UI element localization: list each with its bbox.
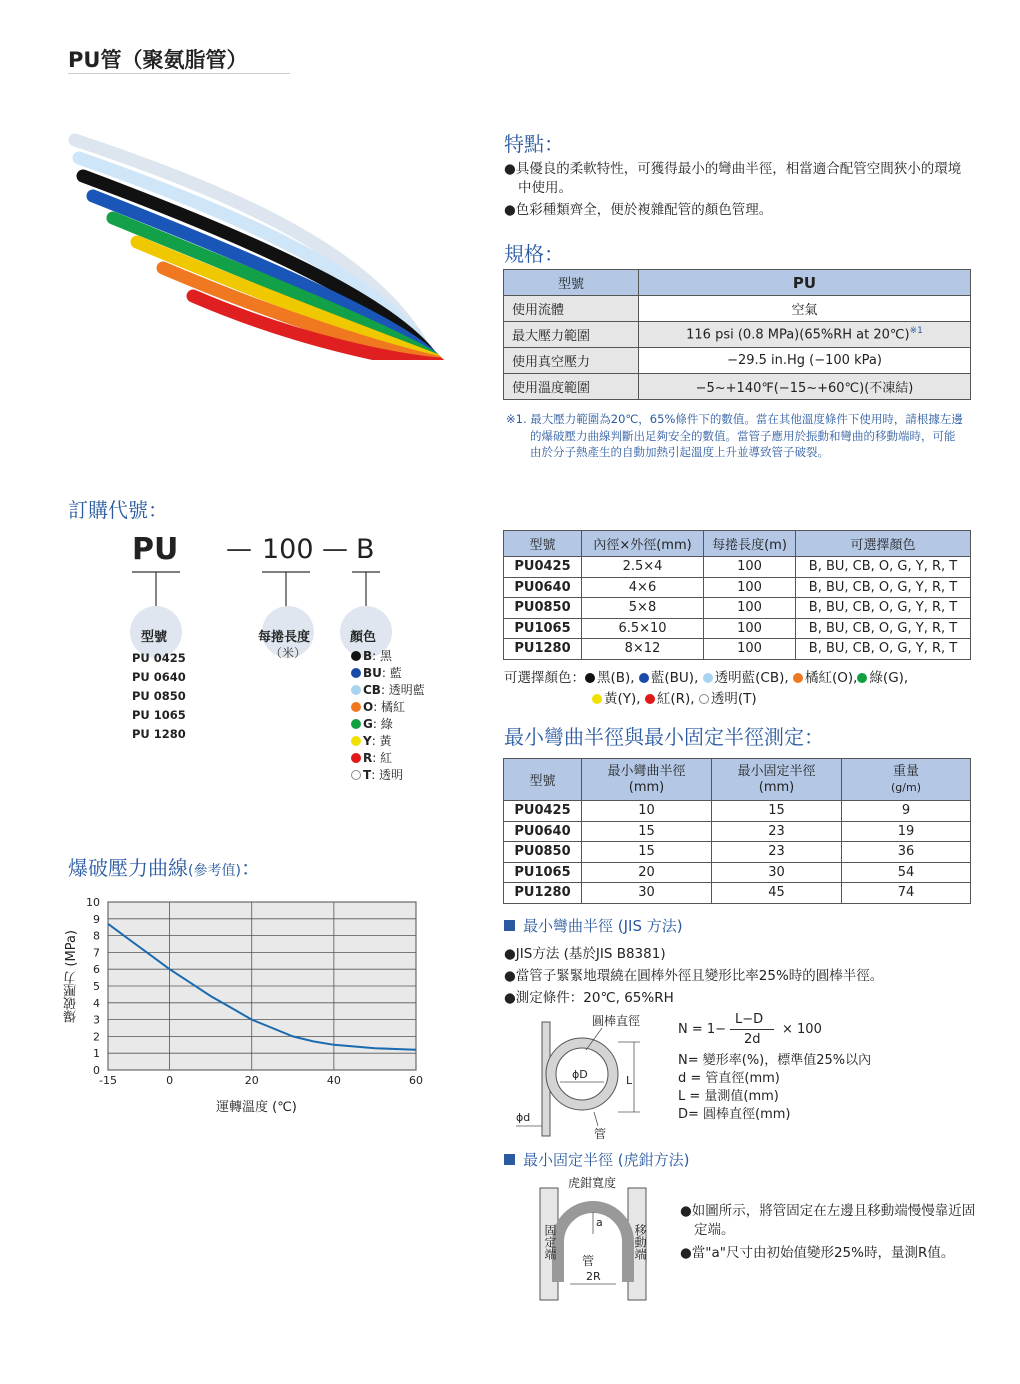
vise-fixed-label: 固定端 (543, 1224, 557, 1260)
x-tick-label: 20 (244, 1074, 259, 1087)
radius-table (503, 758, 971, 904)
table-row: PU1280 8×12 100 B, BU, CB, O, G, Y, R, T (504, 639, 971, 660)
color-dot-icon (351, 719, 361, 729)
radius-heading: 最小彎曲半徑與最小固定半徑測定： (504, 725, 824, 749)
order-code-dash: — (226, 534, 252, 564)
burst-xlabel: 運轉溫度 (℃) (216, 1100, 297, 1115)
order-code-dash: — (322, 534, 348, 564)
y-tick-label: 1 (93, 1047, 100, 1061)
features-list (504, 160, 974, 220)
color-dot-icon (793, 673, 803, 683)
formula-def: d = 管直徑(mm) (678, 1071, 780, 1086)
feature-item: ●色彩種類齊全，便於複雜配管的顏色管理。 (504, 202, 773, 218)
vise-moving-label: 移動端 (633, 1224, 647, 1260)
table-row: PU1065 6.5×10 100 B, BU, CB, O, G, Y, R, T (504, 618, 971, 639)
vise-width-label: 虎鉗寬度 (568, 1176, 617, 1190)
square-bullet-icon (504, 920, 515, 931)
table-row: PU0640 4×6 100 B, BU, CB, O, G, Y, R, T (504, 577, 971, 598)
table-row: PU0425 2.5×4 100 B, BU, CB, O, G, Y, R, T (504, 557, 971, 578)
jis-item: ●測定條件：20℃, 65%RH (504, 990, 674, 1006)
color-dot-icon (351, 702, 361, 712)
order-color-list (351, 648, 425, 784)
title-underline (68, 73, 290, 74)
jis-item: ●JIS方法 (基於JIS B8381) (504, 946, 666, 962)
burst-heading: 爆破壓力曲線(參考值)： (68, 856, 261, 880)
formula-bar (730, 1029, 774, 1030)
order-label-color: 顏色 (350, 630, 377, 645)
table-row: PU0850 15 23 36 (504, 842, 971, 863)
color-dot-icon (639, 673, 649, 683)
vise-item: ●如圖所示，將管固定在左邊且移動端慢慢靠近固定端。 (680, 1203, 976, 1238)
table-row: PU0640 15 23 19 (504, 821, 971, 842)
radius-header: 型號 (504, 759, 582, 801)
y-tick-label: 8 (93, 929, 100, 943)
order-label-model: 型號 (141, 630, 168, 645)
table-row: PU0850 5×8 100 B, BU, CB, O, G, Y, R, T (504, 598, 971, 619)
formula-def: L = 量測值(mm) (678, 1089, 779, 1104)
y-tick-label: 10 (86, 896, 100, 909)
table-row: PU1065 20 30 54 (504, 862, 971, 883)
order-color-item: T: 透明 (351, 767, 425, 784)
sizes-color-options: 可選擇顏色： 黑(B), 藍(BU), 透明藍(CB), 橘紅(O), 綠(G), 黃(Y), 紅(R), 透明(T) (504, 670, 909, 707)
color-dot-icon (351, 753, 361, 763)
order-color-item: G: 綠 (351, 716, 425, 733)
formula-def: D= 圓棒直徑(mm) (678, 1107, 791, 1122)
order-model-list (132, 649, 186, 744)
order-model-item: PU 0425 (132, 651, 186, 665)
x-tick-label: -15 (99, 1074, 117, 1087)
y-tick-label: 5 (93, 980, 100, 993)
sizes-header: 內徑×外徑(mm) (582, 531, 704, 557)
jis-L-label: L (626, 1074, 633, 1087)
specs-table (503, 269, 971, 400)
vise-a-label: a (596, 1216, 603, 1229)
order-color-item: R: 紅 (351, 750, 425, 767)
specs-label: 使用溫度範圍 (504, 374, 639, 400)
specs-heading: 規格： (504, 242, 564, 266)
order-color-item: B: 黑 (351, 648, 425, 665)
vise-list (680, 1202, 976, 1263)
square-bullet-icon (504, 1154, 515, 1165)
order-color-item: O: 橘紅 (351, 699, 425, 716)
formula-defs (678, 1052, 871, 1124)
order-code-length: 100 (262, 534, 314, 565)
formula-denominator: 2d (744, 1032, 761, 1047)
y-tick-label: 3 (93, 1013, 100, 1027)
vise-item: ●當"a"尺寸由初始值變形25%時，量測R值。 (680, 1245, 955, 1261)
jis-item: ●當管子緊緊地環繞在圓棒外徑且變形比率25%時的圓棒半徑。 (504, 968, 884, 984)
jis-list (504, 943, 883, 1009)
color-dot-icon (351, 651, 361, 661)
formula-def: N= 變形率(%)，標準值25%以內 (678, 1053, 872, 1068)
sizes-header: 每捲長度(m) (704, 531, 796, 557)
specs-value: −5~+140℉(−15~+60℃)(不凍結) (639, 374, 971, 400)
jis-phiD-label: ϕD (572, 1068, 588, 1081)
jis-rod-label: 圓棒直徑 (592, 1014, 641, 1028)
sizes-table (503, 530, 971, 660)
color-dot-icon (351, 736, 361, 746)
jis-phid-label: ϕd (516, 1111, 531, 1124)
color-dot-icon (592, 694, 602, 704)
features-heading: 特點： (504, 132, 564, 156)
specs-value: −29.5 in.Hg (−100 kPa) (639, 348, 971, 374)
order-code-pu: PU (132, 532, 179, 567)
specs-label: 使用真空壓力 (504, 348, 639, 374)
order-label-length-unit: （米） (270, 646, 307, 660)
tubes-photo (55, 130, 455, 360)
sizes-header: 可選擇顏色 (796, 531, 971, 557)
color-dot-icon (703, 673, 713, 683)
order-model-item: PU 0640 (132, 670, 186, 684)
radius-header: 重量 (g/m) (842, 759, 971, 801)
burst-pressure-chart (60, 890, 440, 1120)
specs-value: 空氣 (639, 296, 971, 322)
jis-tube-label: 管 (594, 1127, 607, 1141)
y-tick-label: 2 (93, 1030, 100, 1044)
burst-ylabel: 爆破壓力 (MPa) (64, 930, 79, 1023)
x-tick-label: 60 (409, 1074, 423, 1087)
specs-note-mark: ※1 (909, 326, 923, 337)
order-label-length: 每捲長度 (258, 630, 311, 645)
specs-header-model: 型號 (504, 270, 639, 296)
specs-header-pu: PU (639, 270, 971, 296)
formula-n: N = 1− (678, 1022, 727, 1037)
vise-tube-label: 管 (582, 1254, 595, 1268)
color-dot-icon (351, 685, 361, 695)
specs-label: 使用流體 (504, 296, 639, 322)
formula-numerator: L−D (735, 1012, 764, 1027)
order-heading: 訂購代號： (68, 498, 168, 522)
order-model-item: PU 0850 (132, 689, 186, 703)
radius-header: 最小固定半徑 (mm) (712, 759, 842, 801)
color-dot-icon (351, 668, 361, 678)
color-dot-icon (645, 694, 655, 704)
order-model-item: PU 1280 (132, 727, 186, 741)
radius-header: 最小彎曲半徑 (mm) (582, 759, 712, 801)
x-tick-label: 40 (326, 1074, 341, 1087)
order-code-color: B (356, 534, 375, 565)
vise-heading: 最小固定半徑 (虎鉗方法) (504, 1149, 689, 1170)
order-color-item: CB: 透明藍 (351, 682, 425, 699)
y-tick-label: 9 (93, 912, 100, 926)
specs-note: ※1. 最大壓力範圍為20℃，65%條件下的數值。當在其他溫度條件下使用時，請根據左邊的爆破壓力曲線判斷出足夠安全的數值。當管子應用於振動和彎曲的移動端時，可能由於分子熱產生的自動加熱引起溫度上升並導致管子破裂。 (506, 412, 963, 459)
specs-value: 116 psi (0.8 MPa)(65%RH at 20℃)$^{※1}$ (639, 322, 971, 348)
order-color-item: BU: 藍 (351, 665, 425, 682)
specs-label: 最大壓力範圍 (504, 322, 639, 348)
page-title: PU管（聚氨脂管） (68, 48, 248, 72)
x-tick-label: 0 (166, 1074, 174, 1087)
table-row: PU1280 30 45 74 (504, 883, 971, 904)
jis-heading: 最小彎曲半徑 (JIS 方法) (504, 915, 683, 936)
sizes-header: 型號 (504, 531, 582, 557)
order-color-item: Y: 黃 (351, 733, 425, 750)
y-tick-label: 7 (93, 946, 100, 960)
color-dot-icon (351, 770, 361, 780)
table-row: PU0425 10 15 9 (504, 801, 971, 822)
color-dot-icon (857, 673, 867, 683)
feature-item: ●具優良的柔軟特性，可獲得最小的彎曲半徑，相當適合配管空間狹小的環境中使用。 (504, 161, 962, 196)
y-tick-label: 4 (93, 996, 100, 1010)
color-dot-icon (585, 673, 595, 683)
vise-2R-label: 2R (586, 1270, 601, 1283)
order-model-item: PU 1065 (132, 708, 186, 722)
y-tick-label: 6 (93, 963, 100, 977)
sizes-colors-label: 可選擇顏色： (504, 670, 585, 686)
color-dot-icon (699, 694, 709, 704)
formula-times: × 100 (782, 1022, 822, 1037)
y-tick-label: 0 (93, 1064, 100, 1077)
